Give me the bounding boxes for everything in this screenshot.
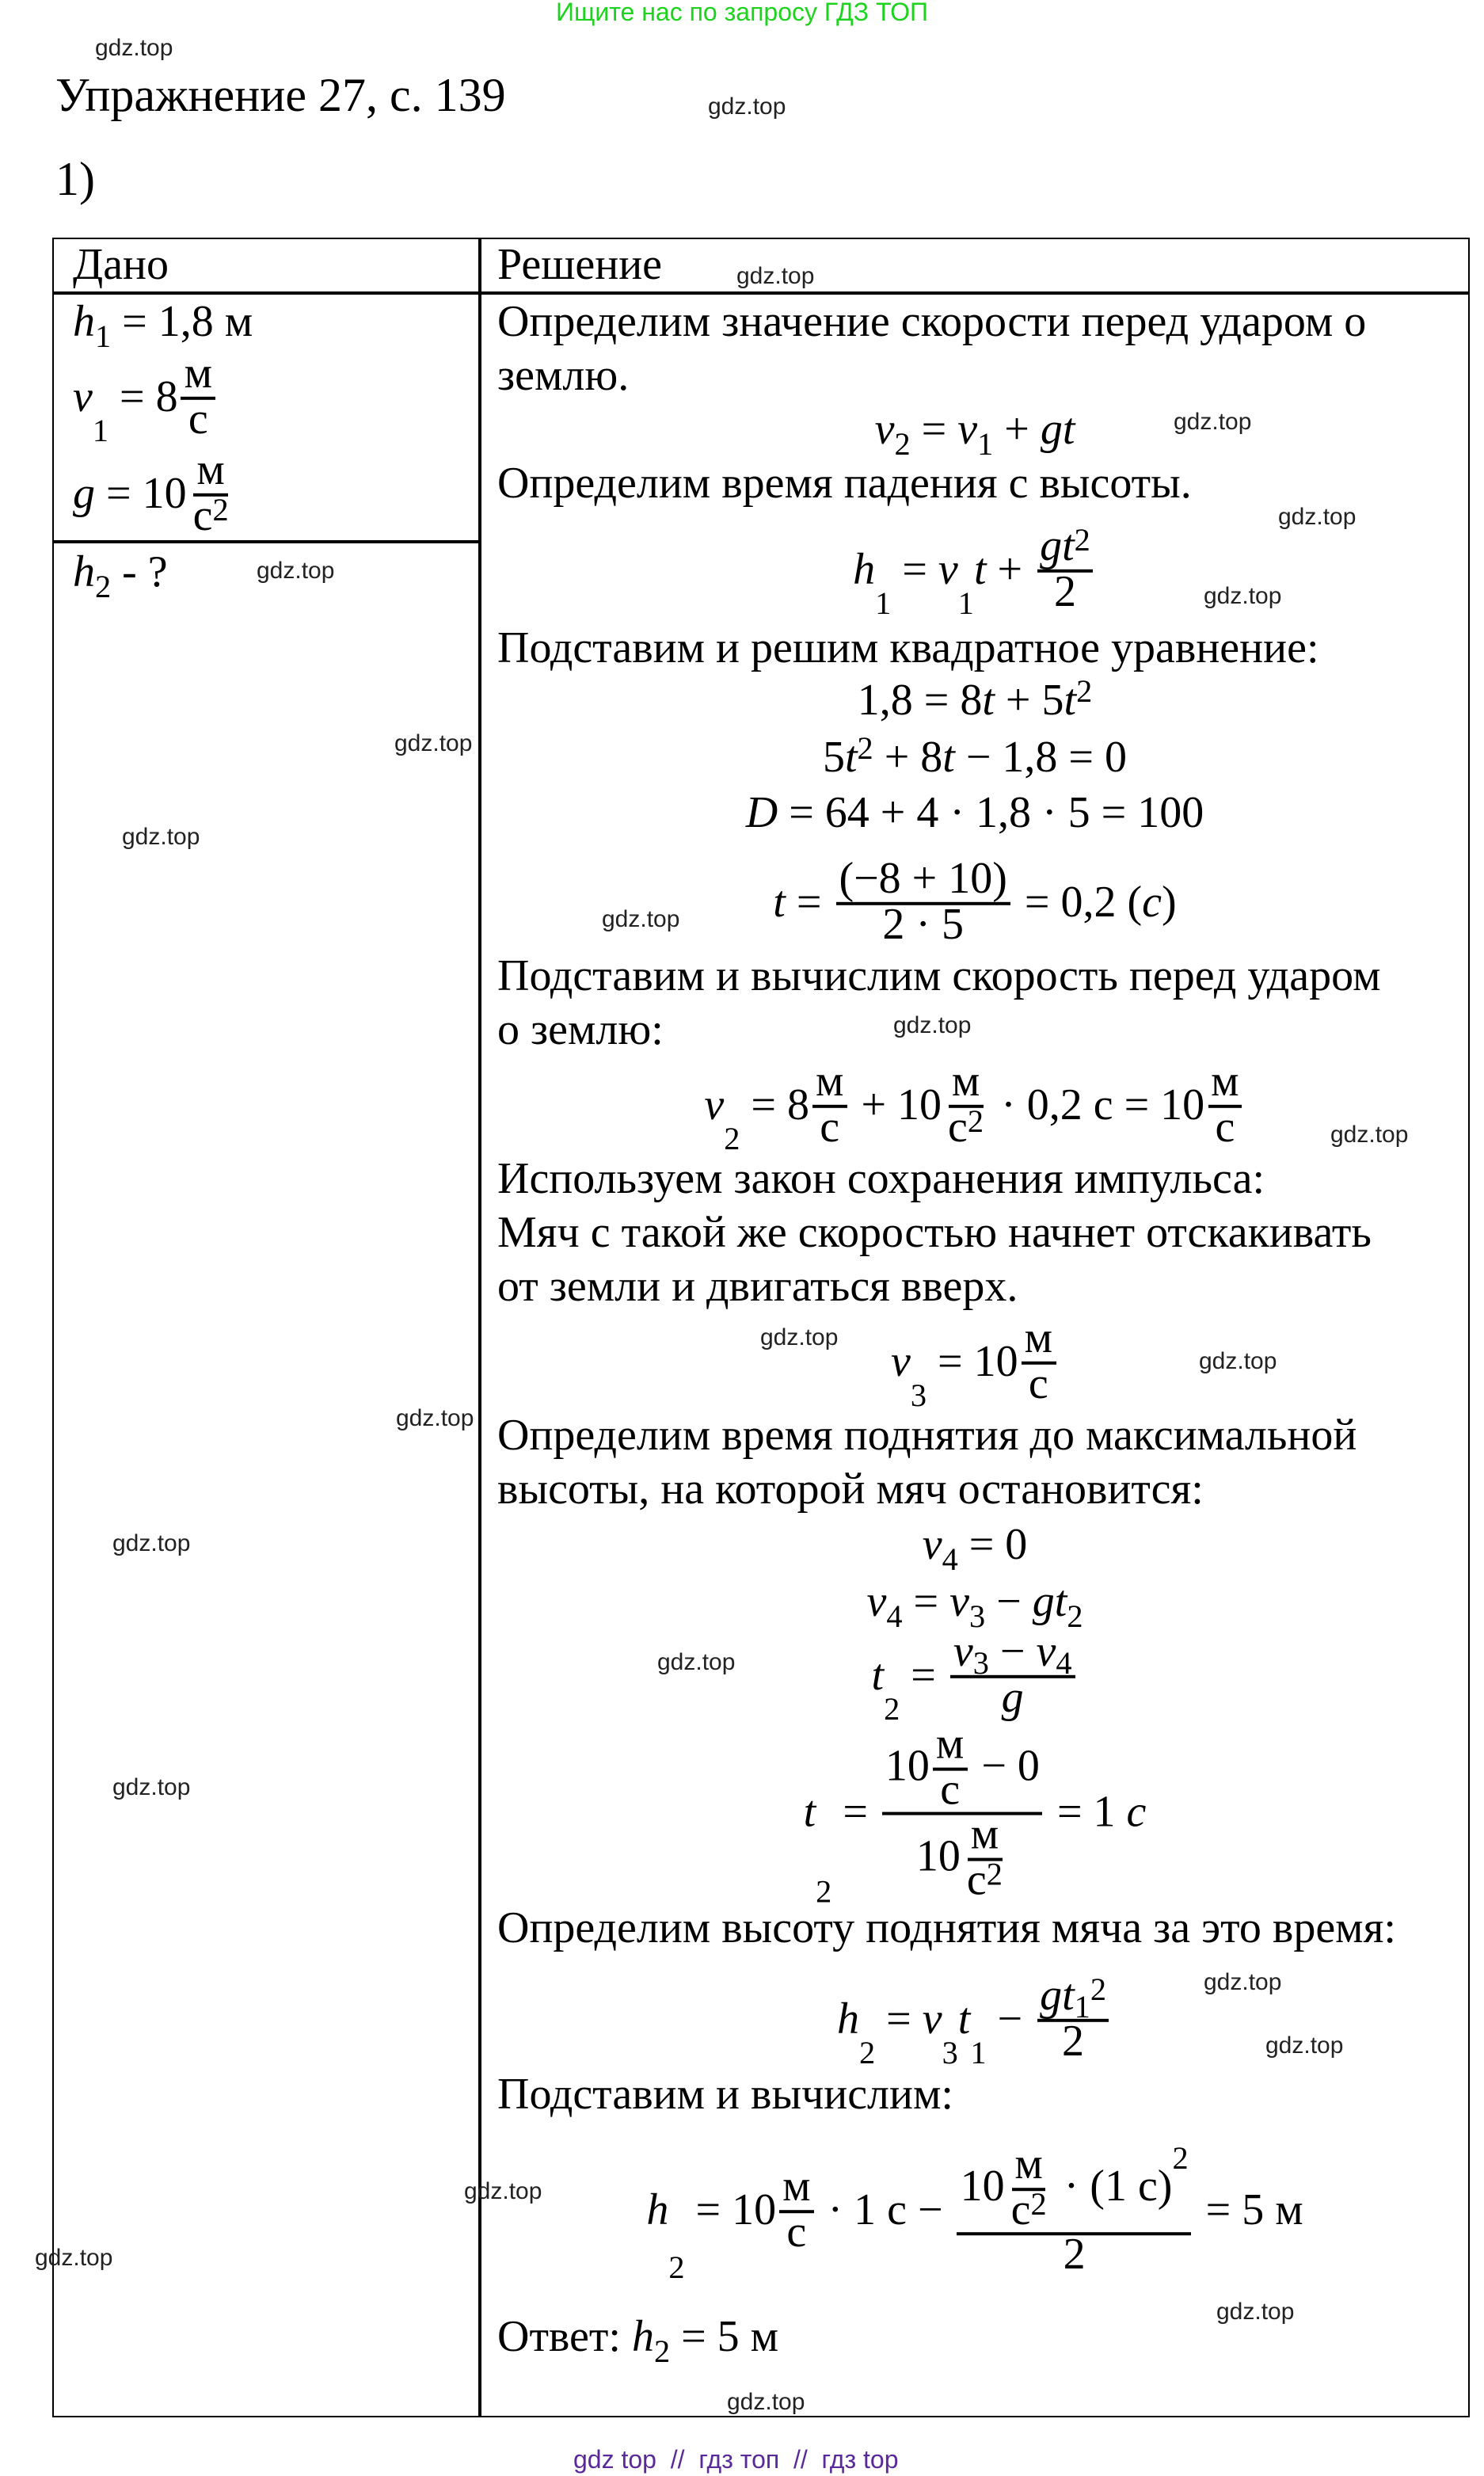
math-variable: gt [1040, 406, 1075, 455]
fraction [190, 445, 232, 540]
fraction [812, 1057, 847, 1152]
math-expression [196, 445, 225, 495]
math-text: м [1014, 2140, 1043, 2190]
math-variable: t [957, 1994, 971, 2044]
math-text: = 64 + 4 · 1,8 · 5 = 100 [778, 789, 1204, 838]
math-text: 5 [822, 733, 845, 783]
math-text: 1,8 = 8 [857, 676, 983, 726]
numerator [193, 445, 227, 496]
math-text: ) [1162, 878, 1177, 927]
given-quantity [73, 349, 219, 449]
math-expression [704, 1057, 1245, 1157]
math-variable: h [631, 2313, 654, 2362]
superscript: 2 [1030, 2187, 1047, 2223]
math-variable: t [973, 545, 987, 594]
math-text: + 8 [873, 733, 943, 783]
math-expression [1024, 1313, 1053, 1363]
numerator [835, 854, 1010, 905]
subscript: 1 [957, 586, 974, 622]
denominator [879, 900, 967, 949]
part-label: 1) [55, 154, 95, 206]
solution-text: Подставим и вычислим: [497, 2070, 953, 2120]
solution-formula [478, 1720, 1471, 1911]
math-variable: h [853, 545, 876, 594]
superscript: 2 [967, 1104, 984, 1139]
watermark: gdz.top [760, 1324, 839, 1351]
superscript: 2 [1074, 523, 1090, 558]
math-text: · 0,2 с = 10 [990, 1080, 1205, 1129]
math-expression [73, 298, 253, 355]
math-text: м [951, 1057, 980, 1107]
solution-formula [478, 1057, 1471, 1157]
math-expression [885, 1720, 1040, 1815]
given-divider [52, 540, 480, 543]
math-expression [782, 2162, 811, 2212]
math-expression [837, 1971, 1113, 2071]
math-text: 10 [960, 2162, 1005, 2212]
math-variable: g [73, 469, 95, 518]
fraction [945, 1057, 987, 1152]
solution-formula [478, 1313, 1471, 1414]
denominator [783, 2208, 809, 2257]
math-text: 10 [915, 1833, 961, 1883]
superscript: 2 [1172, 2142, 1189, 2177]
numerator [949, 1057, 983, 1107]
math-expression [915, 1811, 1009, 1906]
math-expression [871, 1627, 1079, 1727]
math-variable: c [1126, 1788, 1147, 1838]
math-expression [935, 1720, 965, 1769]
math-expression [1063, 2230, 1086, 2280]
math-expression [786, 2208, 807, 2257]
fraction [835, 854, 1010, 949]
watermark: gdz.top [95, 35, 173, 62]
watermark: gdz.top [394, 730, 473, 757]
solution-text: от земли и двигаться вверх. [497, 1263, 1018, 1312]
math-text: м [935, 1720, 965, 1769]
solution-text: землю. [497, 352, 630, 401]
solution-formula [478, 406, 1471, 463]
math-text: + 10 [850, 1080, 942, 1129]
subscript: 1 [970, 2036, 987, 2071]
watermark: gdz.top [893, 1012, 972, 1039]
math-variable: t [942, 733, 955, 783]
math-text: · 1 с − [816, 2186, 954, 2235]
watermark: gdz.top [112, 1774, 191, 1801]
math-expression [184, 349, 213, 398]
denominator [1212, 1103, 1238, 1152]
solution-formula [478, 2140, 1471, 2286]
math-text: = 8 [740, 1080, 809, 1129]
solution-formula [478, 854, 1471, 949]
math-text: = 5 м [1194, 2186, 1303, 2235]
math-text: = [900, 1651, 947, 1700]
denominator [999, 1673, 1027, 1722]
numerator [1022, 1313, 1056, 1364]
subscript: 1 [1074, 1990, 1090, 2026]
subscript: 2 [724, 1122, 740, 1157]
math-variable: h [837, 1994, 859, 2044]
math-text: с [1010, 2185, 1031, 2235]
math-text: = [910, 406, 958, 455]
watermark: gdz.top [1216, 2299, 1295, 2326]
math-expression [1053, 567, 1076, 616]
denominator [1060, 2230, 1089, 2280]
subscript: 3 [910, 1378, 927, 1414]
watermark: gdz.top [1174, 409, 1252, 436]
math-expression [773, 854, 1177, 949]
denominator [964, 1856, 1006, 1906]
denominator [816, 1103, 843, 1152]
math-text: · (1 с) [1052, 2162, 1173, 2212]
denominator [1025, 1359, 1052, 1408]
math-text: м [184, 349, 213, 398]
math-variable: t [982, 676, 995, 726]
math-variable: h [73, 548, 95, 597]
given-header: Дано [73, 241, 169, 290]
math-text: с [966, 1856, 987, 1906]
subscript: 1 [875, 586, 892, 622]
watermark: gdz.top [1278, 504, 1357, 531]
solution-text: Мяч с такой же скоростью начнет отскакивать [497, 1209, 1372, 1258]
watermark: gdz.top [602, 906, 680, 933]
math-text: 2 [1063, 2230, 1086, 2280]
numerator [181, 349, 215, 399]
subscript: 1 [95, 319, 112, 355]
math-text: м [1211, 1057, 1239, 1107]
solution-text: Определим высоту поднятия мяча за это время: [497, 1904, 1396, 1953]
math-text: = [891, 545, 938, 594]
math-expression [951, 1057, 980, 1107]
solution-text: о землю: [497, 1006, 664, 1055]
superscript: 2 [986, 1857, 1003, 1893]
watermark: gdz.top [1265, 2032, 1344, 2059]
math-variable: gt [1040, 1971, 1075, 2021]
search-banner[interactable]: Ищите нас по запросу ГДЗ ТОП [556, 0, 928, 27]
math-expression [820, 1103, 840, 1152]
superscript: 2 [857, 732, 873, 767]
solution-formula [478, 790, 1471, 838]
math-expression [1040, 521, 1090, 571]
subscript: 3 [942, 2036, 958, 2071]
denominator [1051, 567, 1079, 616]
math-variable: gt [1032, 1578, 1067, 1627]
watermark: gdz.top [1204, 1969, 1282, 1996]
math-text: − 1,8 = 0 [954, 733, 1128, 783]
numerator [1011, 2140, 1045, 2190]
watermark: gdz.top [464, 2178, 542, 2205]
math-expression [948, 1103, 984, 1152]
fraction [779, 2162, 813, 2257]
math-expression [857, 675, 1093, 726]
fraction [1037, 521, 1094, 616]
subscript: 2 [653, 2334, 671, 2370]
subscript: 4 [886, 1599, 903, 1635]
superscript: 2 [1090, 1972, 1106, 2008]
solution-text: Определим время падения с высоты. [497, 459, 1192, 509]
math-text: Ответ: [497, 2313, 632, 2362]
solution-formula [478, 675, 1471, 726]
math-text: = 10 [95, 469, 187, 518]
subscript: 4 [1056, 1647, 1072, 1682]
math-expression [1014, 2140, 1043, 2190]
math-expression [874, 406, 1075, 463]
math-variable: h [646, 2186, 669, 2235]
denominator [1008, 2185, 1050, 2235]
solution-text: Подставим и вычислим скорость перед ударом [497, 952, 1381, 1001]
math-text: + 5 [994, 676, 1064, 726]
math-text: = 8 [108, 372, 178, 421]
math-text: с [940, 1765, 961, 1815]
math-expression [1215, 1103, 1235, 1152]
fraction [933, 1720, 967, 1815]
numerator [1037, 1971, 1109, 2026]
math-variable: t [773, 878, 786, 927]
math-text: + [986, 545, 1034, 594]
exercise-title: Упражнение 27, с. 139 [55, 70, 506, 122]
math-expression [1001, 1673, 1024, 1722]
math-text: = 5 м [670, 2313, 779, 2362]
solution-formula [478, 521, 1471, 622]
math-variable: t [1064, 676, 1077, 726]
math-text: м [970, 1811, 999, 1860]
fraction [1208, 1057, 1242, 1152]
superscript: 2 [212, 493, 229, 528]
fraction [964, 1811, 1006, 1906]
watermark: gdz.top [727, 2389, 805, 2416]
denominator [185, 394, 211, 444]
math-expression [646, 2140, 1303, 2286]
watermark: gdz.top [35, 2245, 113, 2272]
given-quantity [73, 298, 253, 355]
math-expression [1010, 2185, 1047, 2235]
unknown-quantity [73, 548, 168, 605]
math-text: с [948, 1103, 968, 1152]
subscript: 2 [95, 569, 112, 605]
math-variable: v [73, 372, 93, 421]
watermark: gdz.top [1199, 1348, 1277, 1375]
numerator [812, 1057, 847, 1107]
denominator [1059, 2017, 1087, 2066]
math-text: = 1,8 м [111, 298, 253, 347]
solution-formula [478, 1627, 1471, 1727]
math-expression [866, 1578, 1083, 1635]
fraction [882, 1720, 1043, 1906]
math-expression [1062, 2017, 1085, 2066]
subscript: 2 [668, 2250, 685, 2286]
math-text: 2 [1062, 2017, 1085, 2066]
denominator [190, 491, 232, 540]
math-expression [192, 491, 229, 540]
solution-text: высоты, на которой мяч остановится: [497, 1465, 1204, 1514]
watermark: gdz.top [257, 558, 335, 585]
math-expression [890, 1313, 1059, 1414]
numerator [933, 1720, 967, 1770]
math-variable: v [1036, 1627, 1056, 1677]
math-expression [940, 1765, 961, 1815]
math-text: = 0 [957, 1521, 1028, 1570]
math-variable: c [1142, 878, 1162, 927]
math-text: - ? [111, 548, 168, 597]
math-variable: v [704, 1080, 725, 1129]
subscript: 2 [859, 2036, 876, 2071]
solution-formula [478, 1521, 1471, 1578]
math-text: = 0,2 ( [1013, 878, 1143, 927]
math-expression [966, 1856, 1003, 1906]
superscript: 2 [1076, 675, 1093, 710]
denominator [937, 1765, 963, 1815]
math-text: − [986, 1994, 1034, 2044]
math-text: = [902, 1578, 950, 1627]
math-expression [746, 790, 1204, 838]
math-text: с [1028, 1359, 1048, 1408]
solution-text: Определим значение скорости перед ударом о [497, 298, 1367, 347]
subscript: 2 [894, 427, 911, 463]
math-expression [922, 1521, 1028, 1578]
watermark: gdz.top [1330, 1122, 1409, 1148]
fraction [181, 349, 215, 444]
math-text: = 1 [1045, 1788, 1127, 1838]
math-text: − [985, 1578, 1033, 1627]
math-variable: v [938, 545, 958, 594]
subscript: 2 [884, 1692, 900, 1727]
footer-links[interactable]: gdz top // гдз топ // гдз top [573, 2447, 899, 2474]
watermark: gdz.top [112, 1530, 191, 1557]
math-variable: D [745, 789, 778, 838]
numerator [882, 1720, 1043, 1815]
math-expression [839, 854, 1007, 904]
subscript: 3 [972, 1647, 989, 1682]
math-text: с [1215, 1103, 1235, 1152]
solution-text: Определим время поднятия до максимальной [497, 1411, 1357, 1461]
math-text: − [988, 1627, 1037, 1677]
subscript: 2 [1067, 1599, 1083, 1635]
subscript: 1 [977, 427, 994, 463]
answer [497, 2313, 779, 2370]
math-variable: t [844, 733, 858, 783]
solution-text: Подставим и решим квадратное уравнение: [497, 624, 1319, 673]
watermark: gdz.top [396, 1405, 474, 1432]
fraction [950, 1627, 1075, 1722]
watermark: gdz.top [122, 824, 200, 851]
fraction [1037, 1971, 1109, 2066]
solution-formula [478, 1578, 1471, 1635]
numerator [968, 1811, 1002, 1861]
given-quantity [73, 445, 235, 540]
math-expression [497, 2313, 779, 2370]
math-variable: v [874, 406, 895, 455]
math-expression [803, 1720, 1147, 1911]
solution-header: Решение [497, 241, 663, 290]
math-expression [73, 548, 168, 605]
math-expression [1040, 1971, 1106, 2026]
math-text: = 10 [927, 1337, 1018, 1386]
math-variable: t [871, 1651, 885, 1700]
subscript: 1 [92, 413, 109, 449]
solution-text: Используем закон сохранения импульса: [497, 1155, 1265, 1204]
watermark: gdz.top [657, 1649, 736, 1676]
math-text: с [192, 491, 213, 540]
math-variable: h [73, 298, 95, 347]
math-expression [816, 1057, 844, 1107]
math-text: − 0 [970, 1743, 1040, 1792]
fraction [1008, 2140, 1050, 2235]
math-text: м [196, 445, 225, 495]
header-divider [52, 291, 1470, 294]
math-expression [1028, 1359, 1048, 1408]
numerator [779, 2162, 813, 2213]
solution-formula [478, 732, 1471, 783]
math-variable: v [953, 1627, 973, 1677]
math-expression [1211, 1057, 1239, 1107]
math-text: + [993, 406, 1041, 455]
math-text: = 10 [684, 2186, 777, 2235]
math-expression [953, 1627, 1072, 1682]
math-expression [882, 900, 964, 949]
numerator [1037, 521, 1094, 572]
math-variable: v [957, 406, 978, 455]
math-text: с [820, 1103, 840, 1152]
numerator [1208, 1057, 1242, 1107]
math-text: = [785, 878, 833, 927]
math-text: с [188, 394, 208, 444]
math-variable: v [922, 1521, 942, 1570]
math-expression [960, 2140, 1189, 2235]
subscript: 2 [816, 1876, 832, 1911]
numerator [957, 2140, 1192, 2235]
math-expression [853, 521, 1097, 622]
math-variable: g [1001, 1673, 1024, 1722]
math-variable: t [803, 1788, 816, 1838]
math-variable: v [890, 1337, 911, 1386]
math-text: м [816, 1057, 844, 1107]
math-expression [822, 732, 1128, 783]
math-variable: v [866, 1578, 887, 1627]
numerator [950, 1627, 1075, 1682]
fraction [957, 2140, 1192, 2280]
math-text: м [782, 2162, 811, 2212]
denominator [913, 1811, 1012, 1906]
math-text: с [786, 2208, 807, 2257]
math-variable: gt [1040, 521, 1075, 571]
math-expression [970, 1811, 999, 1860]
math-text: 10 [885, 1743, 930, 1792]
math-text: м [1024, 1313, 1053, 1363]
math-variable: v [922, 1994, 942, 2044]
math-text: 2 [1053, 567, 1076, 616]
math-text: = [875, 1994, 923, 2044]
watermark: gdz.top [1204, 583, 1282, 610]
math-expression [188, 394, 208, 444]
math-text: 2 · 5 [882, 900, 964, 949]
math-text: = [831, 1788, 879, 1838]
denominator [945, 1103, 987, 1152]
watermark: gdz.top [708, 93, 786, 120]
math-text: (−8 + 10) [839, 854, 1007, 904]
subscript: 4 [942, 1542, 958, 1578]
subscript: 3 [969, 1599, 986, 1635]
fraction [1022, 1313, 1056, 1408]
math-expression [73, 349, 219, 449]
math-variable: v [949, 1578, 969, 1627]
math-expression [73, 445, 235, 540]
watermark: gdz.top [736, 263, 815, 290]
